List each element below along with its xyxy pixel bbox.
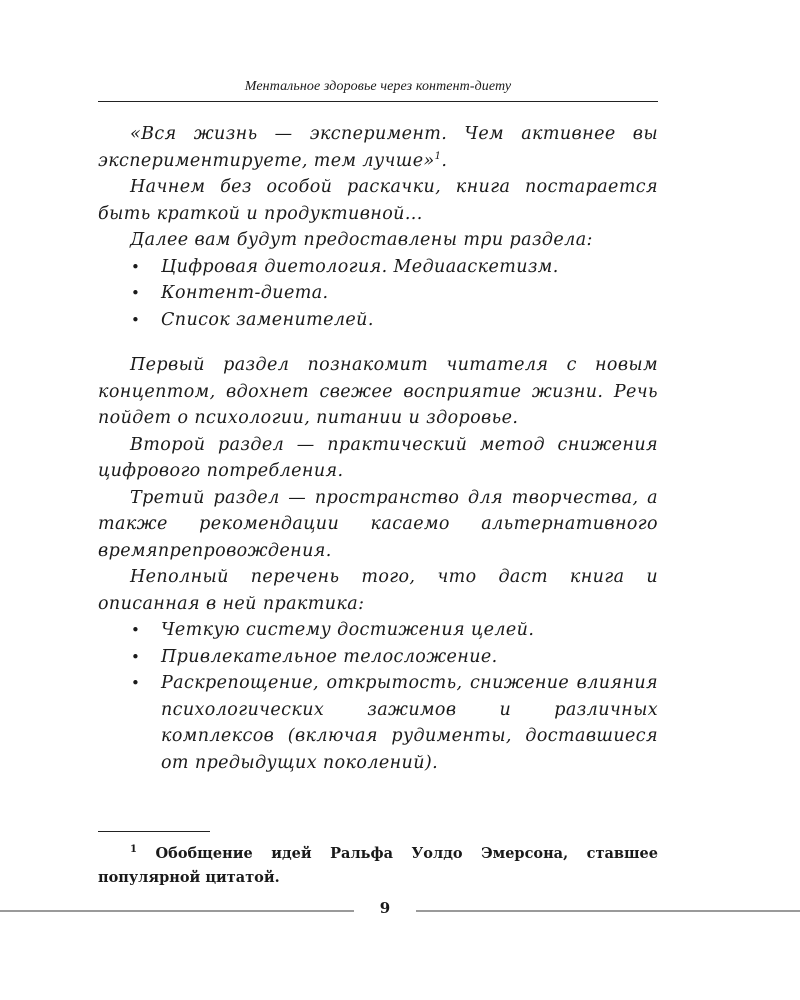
paragraph-spacer [98, 333, 658, 352]
bullet-icon: • [131, 284, 141, 302]
list-item-text: Четкую систему достижения целей. [161, 620, 535, 640]
intro-paragraph-2: Начнем без особой раскачки, книга постарается быть краткой и продуктивной... [98, 177, 658, 224]
footer-rule-left [0, 910, 354, 912]
running-head: Ментальное здоровье через контент-диету [244, 79, 512, 94]
list-item-text: Раскрепощение, открытость, снижение влияния психологических зажимов и различных комплексов (включая рудименты, доставшиеся от предыдущих поколений). [161, 673, 658, 773]
intro-quote-end: . [441, 150, 448, 171]
bullet-icon: • [131, 674, 141, 692]
footnote-reference[interactable]: 1 [434, 150, 442, 162]
benefits-list [98, 617, 658, 776]
intro-paragraph-3: Далее вам будут предоставлены три раздела: [130, 230, 593, 250]
footnote-text: Обобщение идей Ральфа Уолдо Эмерсона, ставшее популярной цитатой. [98, 845, 658, 886]
list-item [98, 254, 658, 281]
bullet-icon: • [131, 647, 141, 666]
body-paragraph-4: Неполный перечень того, что даст книга и описанная в ней практика: [98, 567, 658, 614]
page-body [98, 121, 658, 776]
bullet-icon: • [131, 621, 141, 639]
list-item [98, 307, 658, 334]
list-item [98, 280, 658, 307]
list-item-text: Контент-диета. [161, 283, 329, 303]
intro-quote-paragraph [98, 121, 658, 174]
body-paragraph-3: Третий раздел — пространство для творчества, а также рекомендации касаемо альтернативного времяпрепровождения. [98, 487, 658, 561]
list-item [98, 617, 658, 644]
list-item-text: Цифровая диетология. Медиааскетизм. [161, 256, 559, 277]
body-paragraph-2: Второй раздел — практический метод снижения цифрового потребления. [98, 434, 658, 481]
list-item-text: Привлекательное телосложение. [161, 646, 498, 667]
page-number: 9 [379, 899, 391, 917]
list-item [98, 644, 658, 671]
bullet-icon: • [131, 257, 141, 276]
intro-quote: «Вся жизнь — эксперимент. Чем активнее вы экспериментируете, тем лучше» [98, 124, 658, 171]
footnote-mark: 1 [130, 844, 137, 856]
sections-list [98, 254, 658, 334]
bullet-icon: • [131, 310, 141, 329]
list-item [98, 670, 658, 776]
footer-rule-right [416, 910, 800, 912]
list-item-text: Список заменителей. [161, 309, 374, 330]
body-paragraph-1: Первый раздел познакомит читателя с новым концептом, вдохнет свежее восприятие жизни. Речь пойдет о психологии, питании и здоровье. [98, 355, 658, 428]
header-rule [98, 101, 658, 102]
footnote [98, 842, 658, 890]
footnote-rule [98, 831, 210, 832]
